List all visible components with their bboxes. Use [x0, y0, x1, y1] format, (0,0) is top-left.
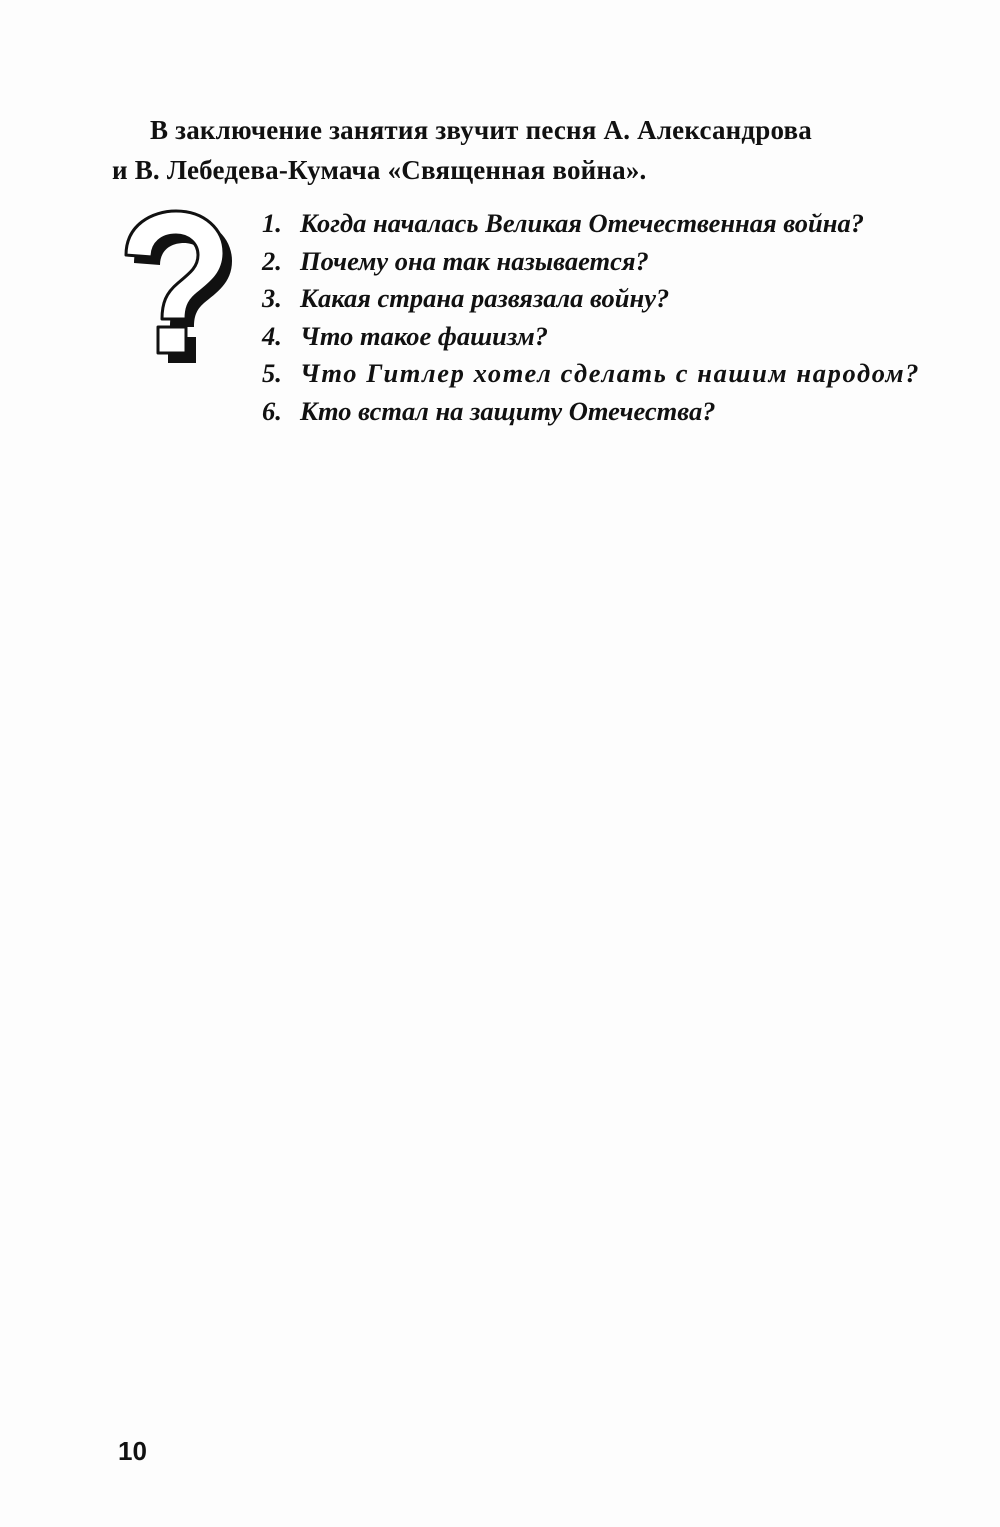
question-text: Какая страна развязала войну? [300, 283, 670, 313]
question-number: 4. [262, 320, 282, 351]
question-text: Что Гитлер хотел сделать с нашим народом? [300, 358, 921, 388]
question-item [262, 393, 942, 431]
question-mark-icon [112, 205, 252, 375]
question-number: 2. [262, 245, 282, 276]
question-item [262, 205, 942, 243]
question-text: Кто встал на защиту Отечества? [300, 395, 716, 426]
question-text: Когда началась Великая Отечественная война? [300, 208, 864, 238]
question-text: Почему она так называется? [300, 245, 649, 276]
question-text: Что такое фашизм? [300, 320, 548, 351]
question-item [262, 243, 942, 281]
questions-list [262, 205, 942, 430]
intro-paragraph [112, 110, 932, 190]
question-item [262, 355, 942, 393]
question-item [262, 318, 942, 356]
question-number: 5. [262, 358, 282, 388]
question-item [262, 280, 942, 318]
page-number: 10 [118, 1436, 147, 1466]
intro-line-2: и В. Лебедева-Кумача «Священная война». [112, 155, 647, 185]
question-number: 1. [262, 208, 282, 238]
question-number: 3. [262, 283, 282, 313]
question-number: 6. [262, 395, 282, 426]
intro-line-1: В заключение занятия звучит песня А. Александрова [150, 115, 813, 145]
